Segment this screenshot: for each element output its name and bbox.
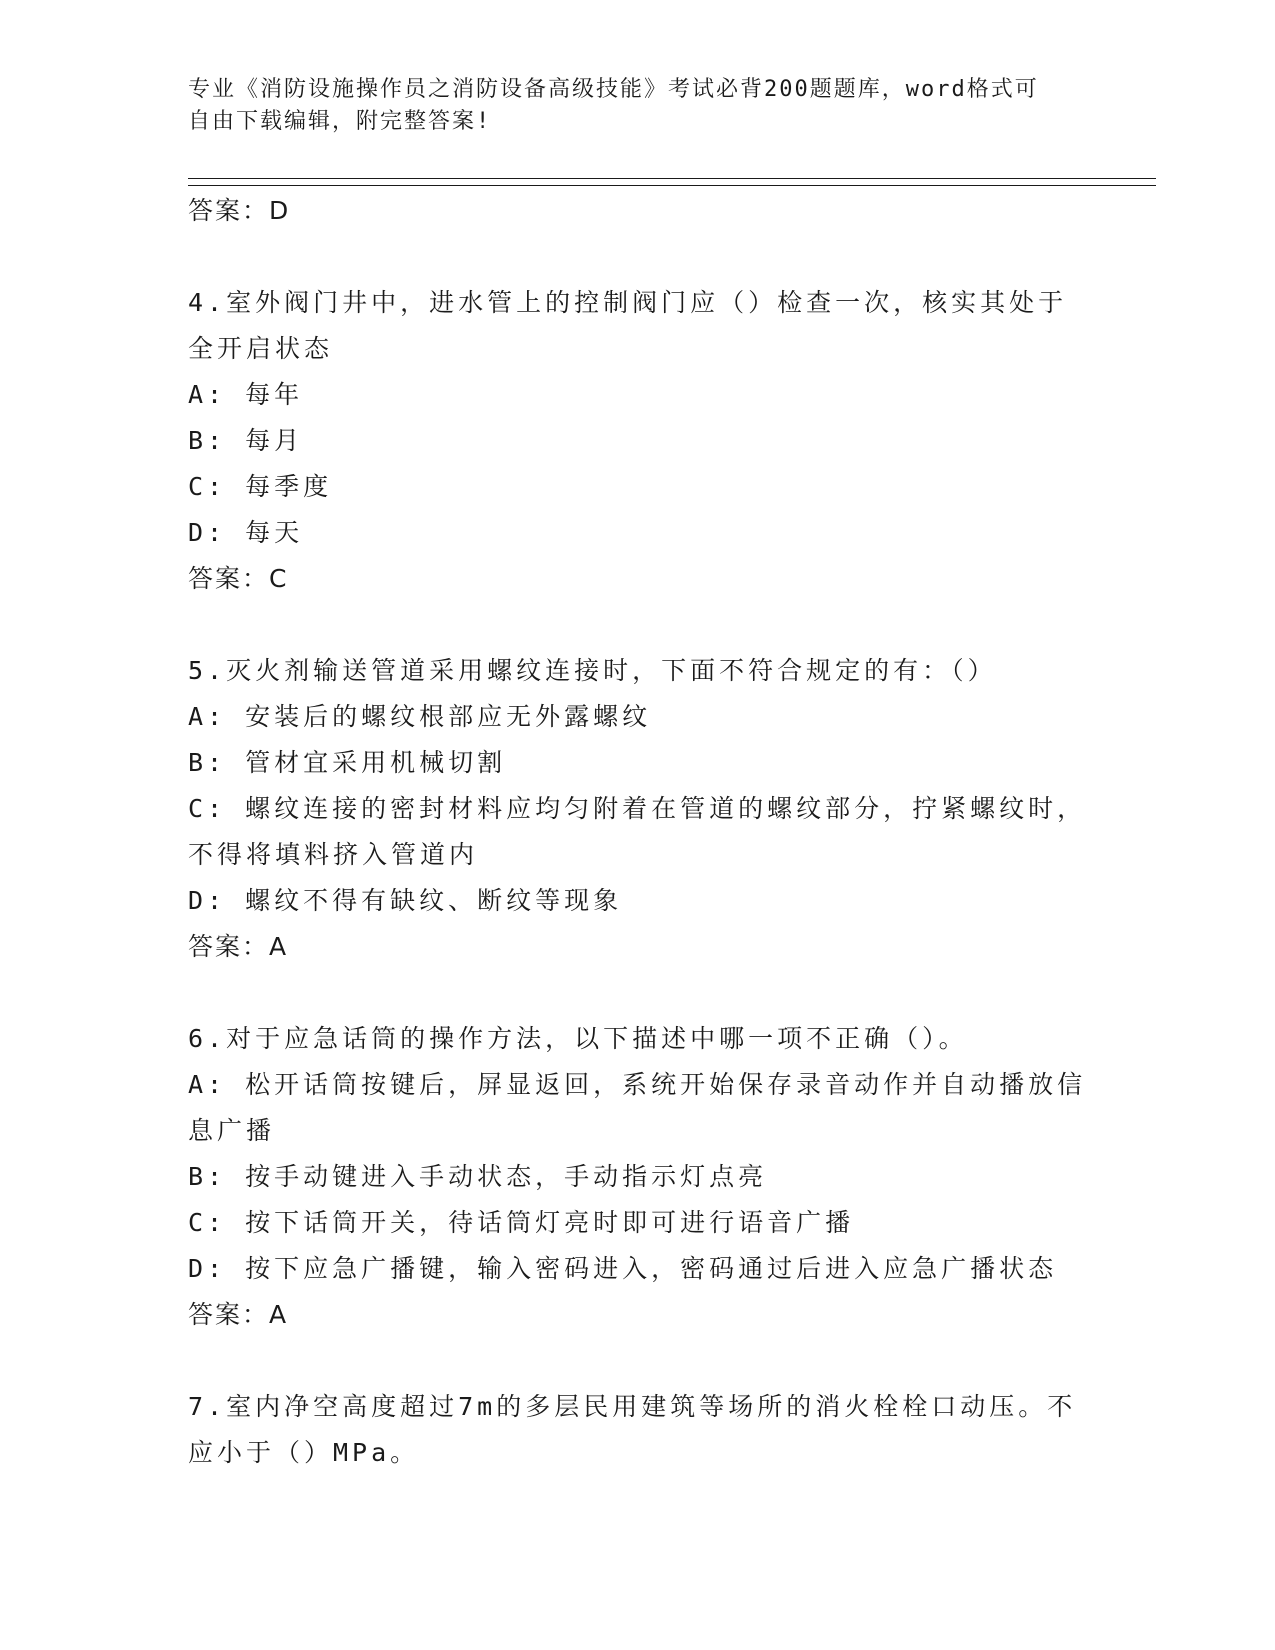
question-6-answer: 答案：A: [188, 1300, 289, 1329]
page-header: [188, 74, 1068, 138]
question-5-option-d: D: 螺纹不得有缺纹、断纹等现象: [188, 886, 623, 915]
question-4-option-b: B: 每月: [188, 426, 304, 455]
question-7-stem-line-2: 应小于（）MPa。: [188, 1438, 420, 1467]
spacer: [188, 1338, 1088, 1384]
spacer: [188, 970, 1088, 1016]
question-6-option-b: B: 按手动键进入手动状态，手动指示灯点亮: [188, 1162, 768, 1191]
question-6-stem: 6.对于应急话筒的操作方法，以下描述中哪一项不正确（）。: [188, 1024, 968, 1053]
question-6-option-a-line-2: 息广播: [188, 1116, 276, 1145]
question-5: [188, 648, 1088, 970]
question-6-option-d: D: 按下应急广播键，输入密码进入，密码通过后进入应急广播状态: [188, 1254, 1058, 1283]
header-line-2: 自由下载编辑，附完整答案!: [188, 109, 492, 134]
answer-previous: 答案：D: [188, 196, 291, 225]
question-5-option-c-line-1: C: 螺纹连接的密封材料应均匀附着在管道的螺纹部分，拧紧螺纹时，: [188, 794, 1087, 823]
header-divider: [188, 178, 1156, 186]
question-4-option-d: D: 每天: [188, 518, 304, 547]
question-6-option-a-line-1: A: 松开话筒按键后，屏显返回，系统开始保存录音动作并自动播放信: [188, 1070, 1087, 1099]
question-5-option-a: A: 安装后的螺纹根部应无外露螺纹: [188, 702, 652, 731]
question-5-option-c-line-2: 不得将填料挤入管道内: [188, 840, 479, 869]
question-4-answer: 答案：C: [188, 564, 289, 593]
question-4-stem-line-2: 全开启状态: [188, 334, 334, 363]
question-6: [188, 1016, 1088, 1338]
question-5-answer: 答案：A: [188, 932, 289, 961]
question-5-option-b: B: 管材宜采用机械切割: [188, 748, 507, 777]
question-5-stem: 5.灭火剂输送管道采用螺纹连接时，下面不符合规定的有：（）: [188, 656, 997, 685]
question-4-option-c: C: 每季度: [188, 472, 333, 501]
question-4: [188, 280, 1088, 602]
question-4-option-a: A: 每年: [188, 380, 304, 409]
question-6-option-c: C: 按下话筒开关，待话筒灯亮时即可进行语音广播: [188, 1208, 855, 1237]
spacer: [188, 602, 1088, 648]
header-line-1: 专业《消防设施操作员之消防设备高级技能》考试必背200题题库，word格式可: [188, 77, 1039, 102]
question-list: [188, 188, 1088, 1476]
question-7: [188, 1384, 1088, 1476]
question-4-stem-line-1: 4.室外阀门井中，进水管上的控制阀门应（）检查一次，核实其处于: [188, 288, 1068, 317]
spacer: [188, 234, 1088, 280]
question-7-stem-line-1: 7.室内净空高度超过7m的多层民用建筑等场所的消火栓栓口动压。不: [188, 1392, 1077, 1421]
